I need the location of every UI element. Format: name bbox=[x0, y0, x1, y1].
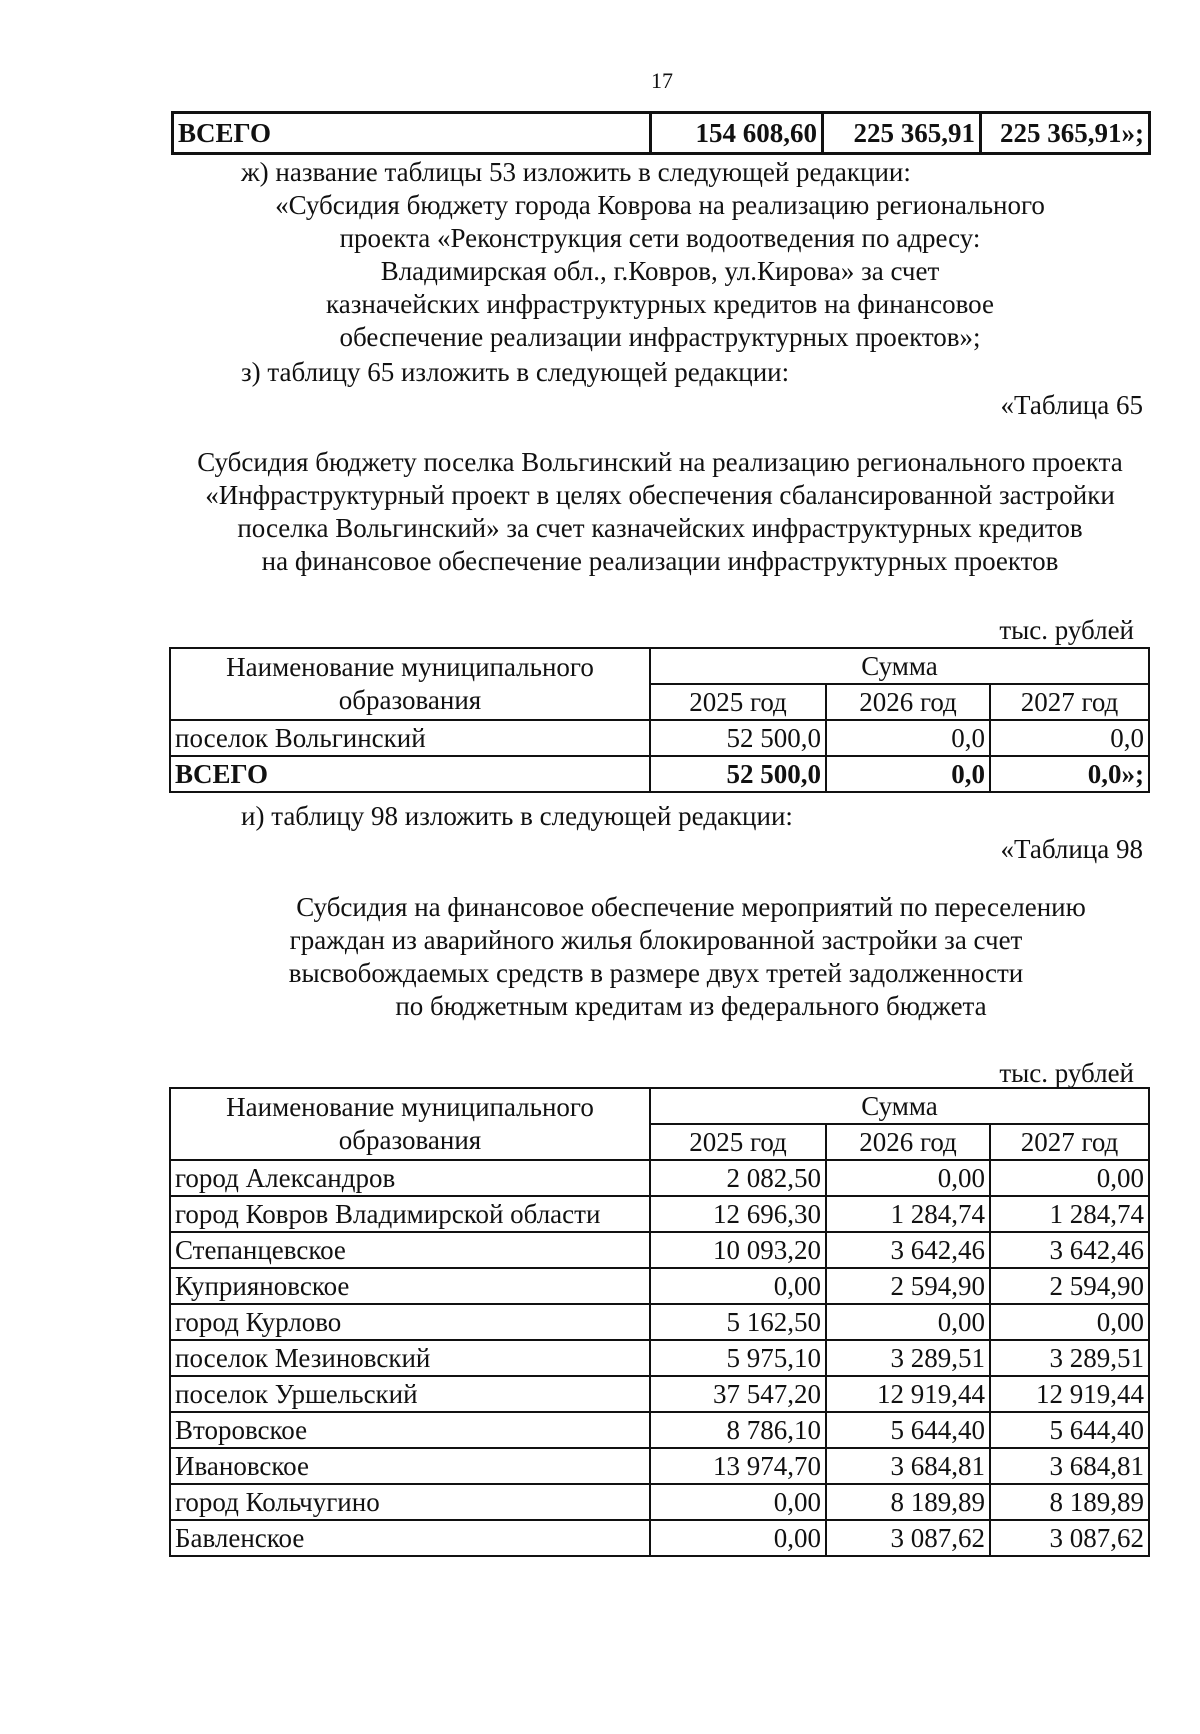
header-year: 2026 год bbox=[826, 684, 990, 720]
total-label: ВСЕГО bbox=[170, 756, 650, 792]
table-row bbox=[170, 1340, 1149, 1376]
title-line: «Субсидия бюджету города Коврова на реализацию регионального bbox=[275, 190, 1045, 220]
cell: 3 642,46 bbox=[826, 1232, 990, 1268]
table-row bbox=[170, 1412, 1149, 1448]
table-row-total bbox=[170, 756, 1149, 792]
cell: 52 500,0 bbox=[650, 720, 826, 756]
table-row bbox=[170, 1304, 1149, 1340]
title-line: Владимирская обл., г.Ковров, ул.Кирова» за счет bbox=[380, 256, 940, 286]
title-line: граждан из аварийного жилья блокированной застройки за счет bbox=[289, 925, 1023, 955]
cell: 2 082,50 bbox=[650, 1160, 826, 1196]
cell: 1 284,74 bbox=[826, 1196, 990, 1232]
header-year: 2027 год bbox=[990, 1124, 1149, 1160]
cell: 5 644,40 bbox=[826, 1412, 990, 1448]
cell: 8 189,89 bbox=[826, 1484, 990, 1520]
title-line: высвобождаемых средств в размере двух третей задолженности bbox=[288, 958, 1024, 988]
cell: 3 087,62 bbox=[990, 1520, 1149, 1556]
table98-units: тыс. рублей bbox=[999, 1058, 1134, 1088]
row-name: поселок Уршельский bbox=[170, 1376, 650, 1412]
cell: 3 684,81 bbox=[826, 1448, 990, 1484]
title-line: Субсидия бюджету поселка Вольгинский на реализацию регионального проекта bbox=[197, 447, 1123, 477]
prev-table-total bbox=[171, 111, 1151, 155]
paragraph-i: и) таблицу 98 изложить в следующей редакции: bbox=[241, 801, 793, 831]
table98-title bbox=[241, 891, 1141, 1023]
cell: 0,00 bbox=[990, 1304, 1149, 1340]
paragraph-z: з) таблицу 65 изложить в следующей редакции: bbox=[241, 357, 790, 387]
total-cell: 225 365,91»; bbox=[981, 113, 1150, 154]
cell: 13 974,70 bbox=[650, 1448, 826, 1484]
paragraph-zh: ж) название таблицы 53 изложить в следующей редакции: bbox=[241, 157, 911, 187]
table-row bbox=[173, 113, 1150, 154]
cell: 3 642,46 bbox=[990, 1232, 1149, 1268]
row-name: Степанцевское bbox=[170, 1232, 650, 1268]
row-name: город Курлово bbox=[170, 1304, 650, 1340]
title-line: проекта «Реконструкция сети водоотведения по адресу: bbox=[339, 223, 981, 253]
table-row bbox=[170, 1268, 1149, 1304]
cell: 1 284,74 bbox=[990, 1196, 1149, 1232]
title-line: казначейских инфраструктурных кредитов на финансовое bbox=[326, 289, 994, 319]
table-row bbox=[170, 1232, 1149, 1268]
cell: 0,00 bbox=[826, 1160, 990, 1196]
header-year: 2025 год bbox=[650, 684, 826, 720]
row-name: Ивановское bbox=[170, 1448, 650, 1484]
cell: 2 594,90 bbox=[826, 1268, 990, 1304]
cell: 5 162,50 bbox=[650, 1304, 826, 1340]
cell: 5 975,10 bbox=[650, 1340, 826, 1376]
cell: 3 289,51 bbox=[826, 1340, 990, 1376]
header-year: 2026 год bbox=[826, 1124, 990, 1160]
title-line: на финансовое обеспечение реализации инфраструктурных проектов bbox=[261, 546, 1059, 576]
header-sum: Сумма bbox=[650, 1088, 1149, 1124]
table-row bbox=[170, 1484, 1149, 1520]
cell: 12 919,44 bbox=[826, 1376, 990, 1412]
table-row bbox=[170, 1196, 1149, 1232]
header-sum: Сумма bbox=[650, 648, 1149, 684]
total-cell: 225 365,91 bbox=[823, 113, 981, 154]
table-row bbox=[170, 720, 1149, 756]
row-name: город Александров bbox=[170, 1160, 650, 1196]
row-name: Второвское bbox=[170, 1412, 650, 1448]
total-cell: 52 500,0 bbox=[650, 756, 826, 792]
total-cell: 0,0 bbox=[826, 756, 990, 792]
title-line: обеспечение реализации инфраструктурных проектов»; bbox=[339, 322, 981, 352]
cell: 0,00 bbox=[650, 1268, 826, 1304]
cell: 3 684,81 bbox=[990, 1448, 1149, 1484]
title-line: поселка Вольгинский» за счет казначейских инфраструктурных кредитов bbox=[237, 513, 1083, 543]
header-year: 2027 год bbox=[990, 684, 1149, 720]
header-year: 2025 год bbox=[650, 1124, 826, 1160]
table-row bbox=[170, 1448, 1149, 1484]
cell: 8 786,10 bbox=[650, 1412, 826, 1448]
cell: 12 696,30 bbox=[650, 1196, 826, 1232]
table98 bbox=[169, 1087, 1150, 1557]
cell: 0,00 bbox=[650, 1484, 826, 1520]
page-number: 17 bbox=[651, 68, 673, 93]
table65-label: «Таблица 65 bbox=[1000, 390, 1143, 420]
cell: 0,00 bbox=[650, 1520, 826, 1556]
table65-title bbox=[110, 446, 1200, 578]
table-row bbox=[170, 1520, 1149, 1556]
total-label: ВСЕГО bbox=[173, 113, 651, 154]
header-name: Наименование муниципального образования bbox=[170, 1088, 650, 1160]
table-row bbox=[170, 1160, 1149, 1196]
header-name: Наименование муниципального образования bbox=[170, 648, 650, 720]
table65-units: тыс. рублей bbox=[999, 615, 1134, 645]
table65 bbox=[169, 647, 1150, 793]
cell: 0,00 bbox=[990, 1160, 1149, 1196]
title-line: по бюджетным кредитам из федерального бюджета bbox=[395, 991, 987, 1021]
cell: 0,00 bbox=[826, 1304, 990, 1340]
cell: 2 594,90 bbox=[990, 1268, 1149, 1304]
row-name: Бавленское bbox=[170, 1520, 650, 1556]
table53-title bbox=[160, 189, 1160, 354]
title-line: «Инфраструктурный проект в целях обеспечения сбалансированной застройки bbox=[205, 480, 1115, 510]
row-name: город Ковров Владимирской области bbox=[170, 1196, 650, 1232]
cell: 0,0 bbox=[990, 720, 1149, 756]
table98-label: «Таблица 98 bbox=[1000, 834, 1143, 864]
row-name: поселок Мезиновский bbox=[170, 1340, 650, 1376]
cell: 5 644,40 bbox=[990, 1412, 1149, 1448]
cell: 8 189,89 bbox=[990, 1484, 1149, 1520]
row-name: поселок Вольгинский bbox=[170, 720, 650, 756]
row-name: Куприяновское bbox=[170, 1268, 650, 1304]
table-row bbox=[170, 1376, 1149, 1412]
total-cell: 0,0»; bbox=[990, 756, 1149, 792]
cell: 3 289,51 bbox=[990, 1340, 1149, 1376]
total-cell: 154 608,60 bbox=[651, 113, 823, 154]
cell: 10 093,20 bbox=[650, 1232, 826, 1268]
row-name: город Кольчугино bbox=[170, 1484, 650, 1520]
cell: 37 547,20 bbox=[650, 1376, 826, 1412]
title-line: Субсидия на финансовое обеспечение мероприятий по переселению bbox=[296, 892, 1086, 922]
cell: 3 087,62 bbox=[826, 1520, 990, 1556]
cell: 0,0 bbox=[826, 720, 990, 756]
cell: 12 919,44 bbox=[990, 1376, 1149, 1412]
